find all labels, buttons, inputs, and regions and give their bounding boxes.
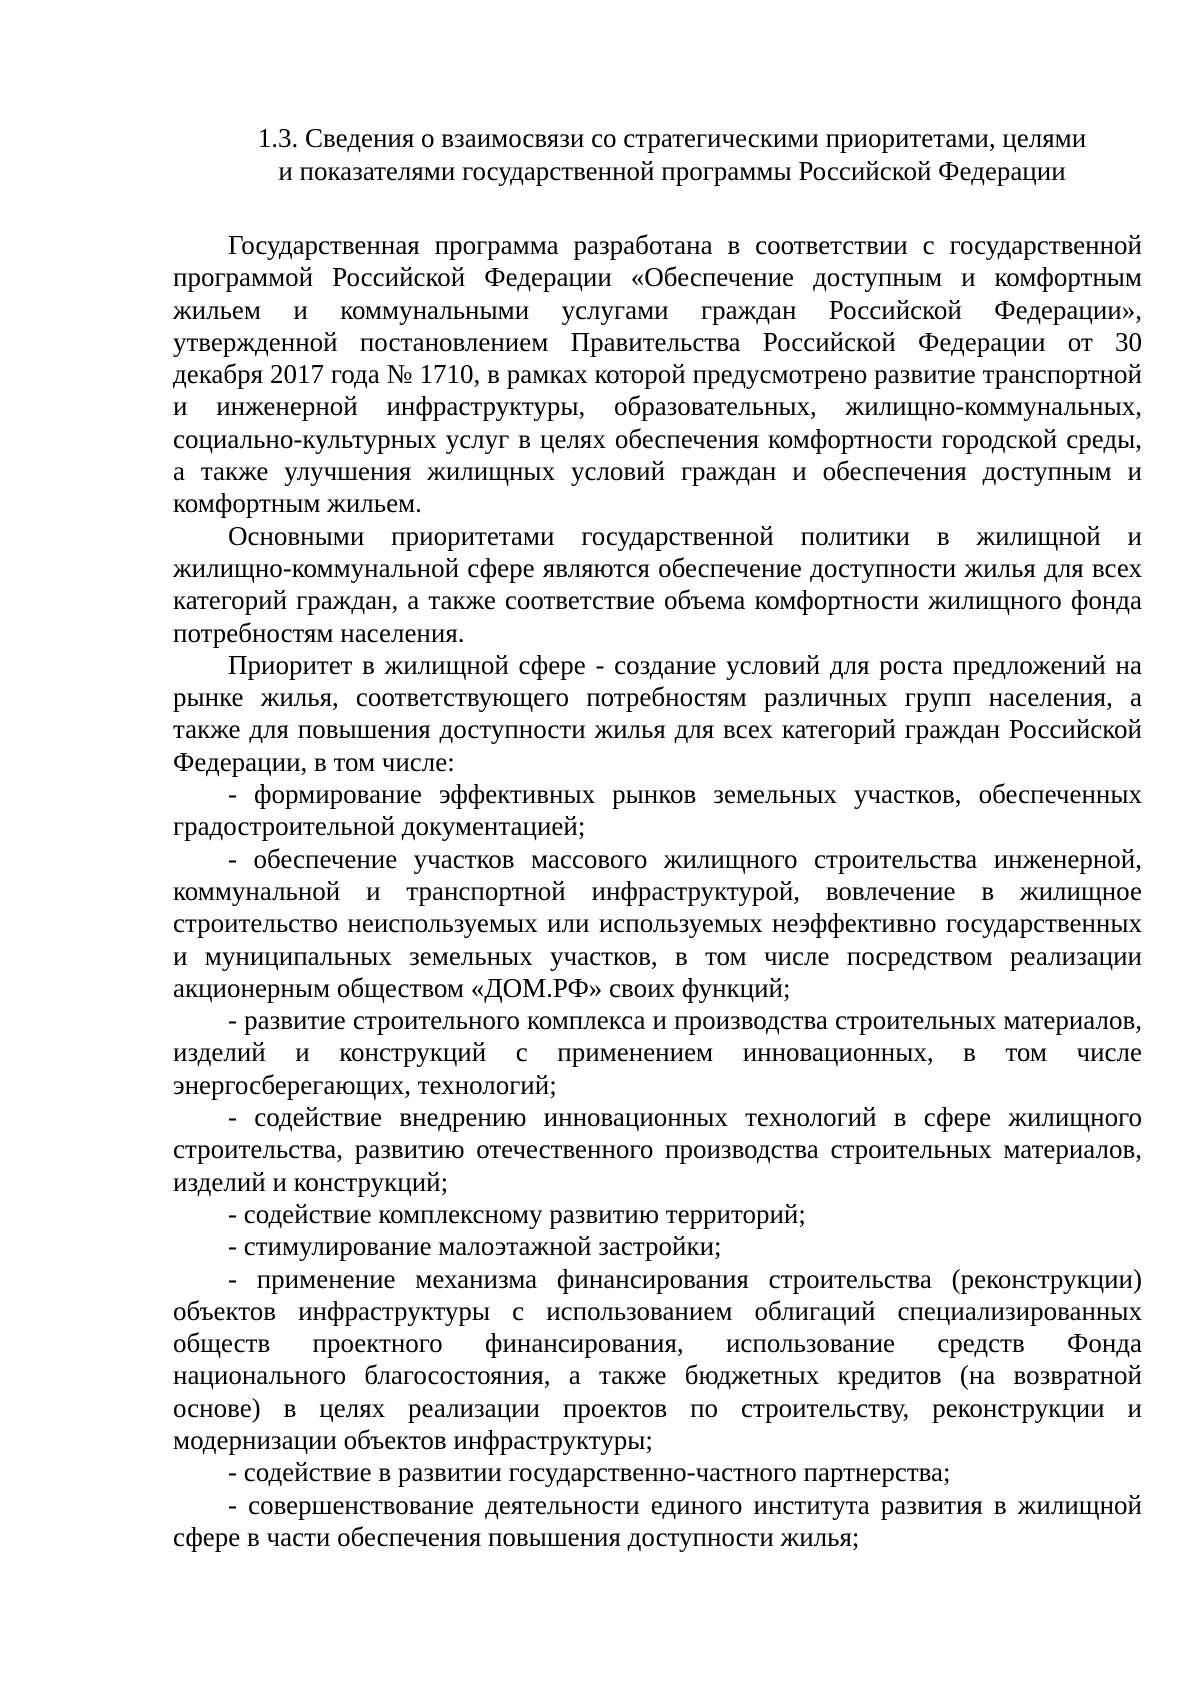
document-body <box>173 229 1142 1553</box>
list-item-public-private-partnership: - содействие в развитии государственно-частного партнерства; <box>228 1457 951 1488</box>
list-item-construction-complex: - развитие строительного комплекса и производства строительных материалов, изделий и конструкций с применением инновационных, в том числе энергосберегающих, технологий; <box>173 1005 1142 1100</box>
list-item-land-markets: - формирование эффективных рынков земельных участков, обеспеченных градостроительной документацией; <box>173 779 1142 842</box>
section-heading <box>200 122 1144 188</box>
paragraph-program-basis: Государственная программа разработана в соответствии с государственной программой Российской Федерации «Обеспечение доступным и комфортным жильем и коммунальными услугами граждан Российской Федерации», утвержденной постановлением Правительства Российской Федерации от 30 декабря 2017 года № 1710, в рамках которой предусмотрено развитие транспортной и инженерной инфраструктуры, образовательных, жилищно-коммунальных, социально-культурных услуг в целях обеспечения комфортности городской среды, а также улучшения жилищных условий граждан и обеспечения доступным и комфортным жильем. <box>173 230 1142 519</box>
paragraph-policy-priorities: Основными приоритетами государственной политики в жилищной и жилищно-коммунальной сфере являются обеспечение доступности жилья для всех категорий граждан, а также соответствие объема комфортности жилищного фонда потребностям населения. <box>173 520 1142 648</box>
list-item-infrastructure-provision: - обеспечение участков массового жилищного строительства инженерной, коммунальной и транспортной инфраструктурой, вовлечение в жилищное строительство неиспользуемых или используемых неэффективно государственных и муниципальных земельных участков, в том числе посредством реализации акционерным обществом «ДОМ.РФ» своих функций; <box>173 843 1142 1003</box>
paragraph-housing-priority: Приоритет в жилищной сфере - создание условий для роста предложений на рынке жилья, соответствующего потребностям различных групп населения, а также для повышения доступности жилья для всех категорий граждан Российской Федерации, в том числе: <box>173 649 1142 777</box>
list-item-low-rise-construction: - стимулирование малоэтажной застройки; <box>228 1231 722 1262</box>
list-item-innovative-technologies: - содействие внедрению инновационных технологий в сфере жилищного строительства, развитию отечественного производства строительных материалов, изделий и конструкций; <box>173 1102 1142 1197</box>
list-item-territory-development: - содействие комплексному развитию территорий; <box>228 1198 806 1229</box>
section-heading-line-2: и показателями государственной программы Российской Федерации <box>278 156 1066 186</box>
section-heading-line-1: 1.3. Сведения о взаимосвязи со стратегическими приоритетами, целями <box>257 123 1087 153</box>
list-item-development-institute: - совершенствование деятельности единого института развития в жилищной сфере в части обеспечения повышения доступности жилья; <box>173 1489 1142 1552</box>
list-item-financing-mechanism: - применение механизма финансирования строительства (реконструкции) объектов инфраструктуры с использованием облигаций специализированных обществ проектного финансирования, использование средств Фонда национального благосостояния, а также бюджетных кредитов (на возвратной основе) в целях реализации проектов по строительству, реконструкции и модернизации объектов инфраструктуры; <box>173 1263 1142 1455</box>
